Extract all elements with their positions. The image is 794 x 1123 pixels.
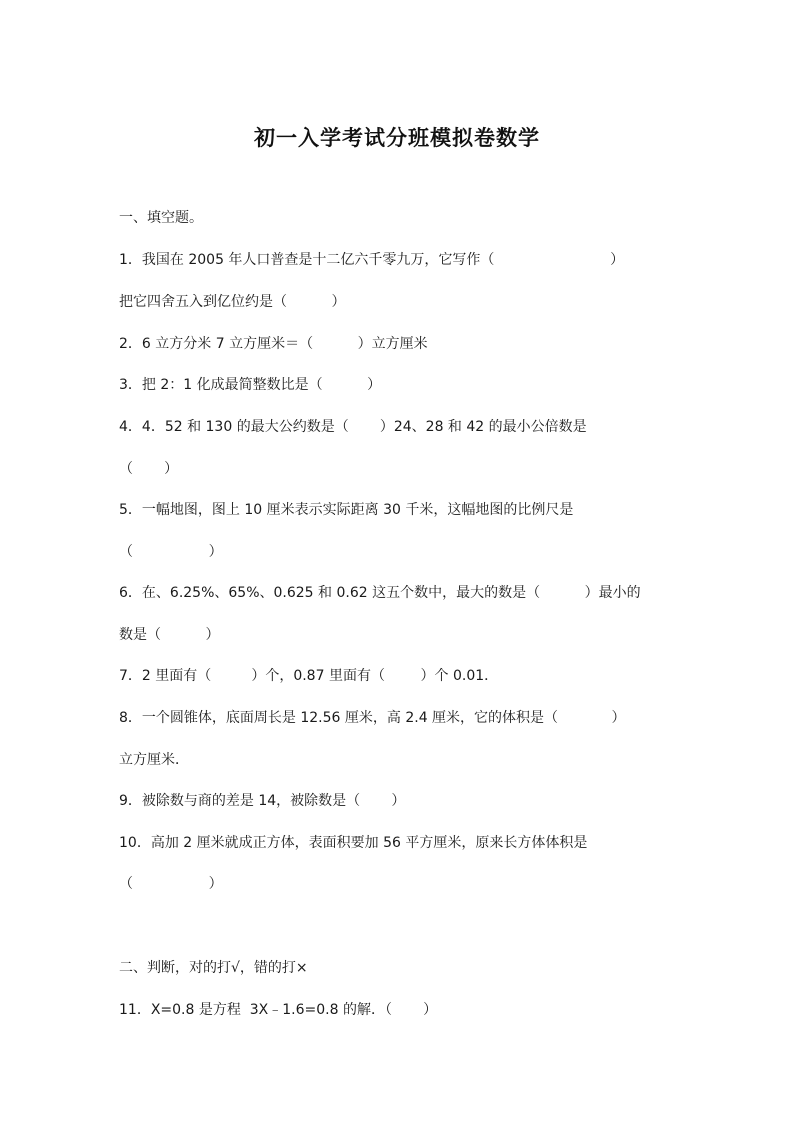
question-line: 1．我国在 2005 年人口普查是十二亿六千零九万，它写作（ ） [119, 252, 625, 268]
question-line: 2．6 立方分米 7 立方厘米＝（ ）立方厘米 [119, 336, 428, 352]
question-line: 11．X=0.8 是方程 3X﹣1.6=0.8 的解．（ ） [119, 1002, 438, 1018]
question-line: 数是（ ） [119, 627, 220, 643]
question-line: 9．被除数与商的差是 14，被除数是（ ） [119, 793, 406, 809]
question-line: 把它四舍五入到亿位约是（ ） [119, 294, 346, 310]
question-line: 4．4．52 和 130 的最大公约数是（ ）24、28 和 42 的最小公倍数是 [119, 419, 587, 435]
page-title: 初一入学考试分班模拟卷数学 [254, 126, 540, 150]
question-line: 3．把 2：1 化成最简整数比是（ ） [119, 377, 382, 393]
question-line: 8．一个圆锥体，底面周长是 12.56 厘米，高 2.4 厘米，它的体积是（ ） [119, 710, 626, 726]
question-line: 立方厘米． [119, 752, 189, 768]
section-heading-fill-blanks: 一、填空题。 [119, 210, 203, 226]
question-line: （ ） [119, 544, 223, 560]
question-line: 5．一幅地图，图上 10 厘米表示实际距离 30 千米，这幅地图的比例尺是 [119, 502, 574, 518]
question-line: 7．2 里面有（ ）个，0.87 里面有（ ）个 0.01． [119, 668, 499, 684]
question-line: 6．在、6.25%、65%、0.625 和 0.62 这五个数中，最大的数是（ ）最小的 [119, 585, 641, 601]
question-line: （ ） [119, 461, 179, 477]
section-heading-true-false: 二、判断，对的打√，错的打× [119, 960, 308, 976]
question-line: （ ） [119, 876, 223, 892]
question-line: 10．高加 2 厘米就成正方体，表面积要加 56 平方厘米，原来长方体体积是 [119, 835, 588, 851]
